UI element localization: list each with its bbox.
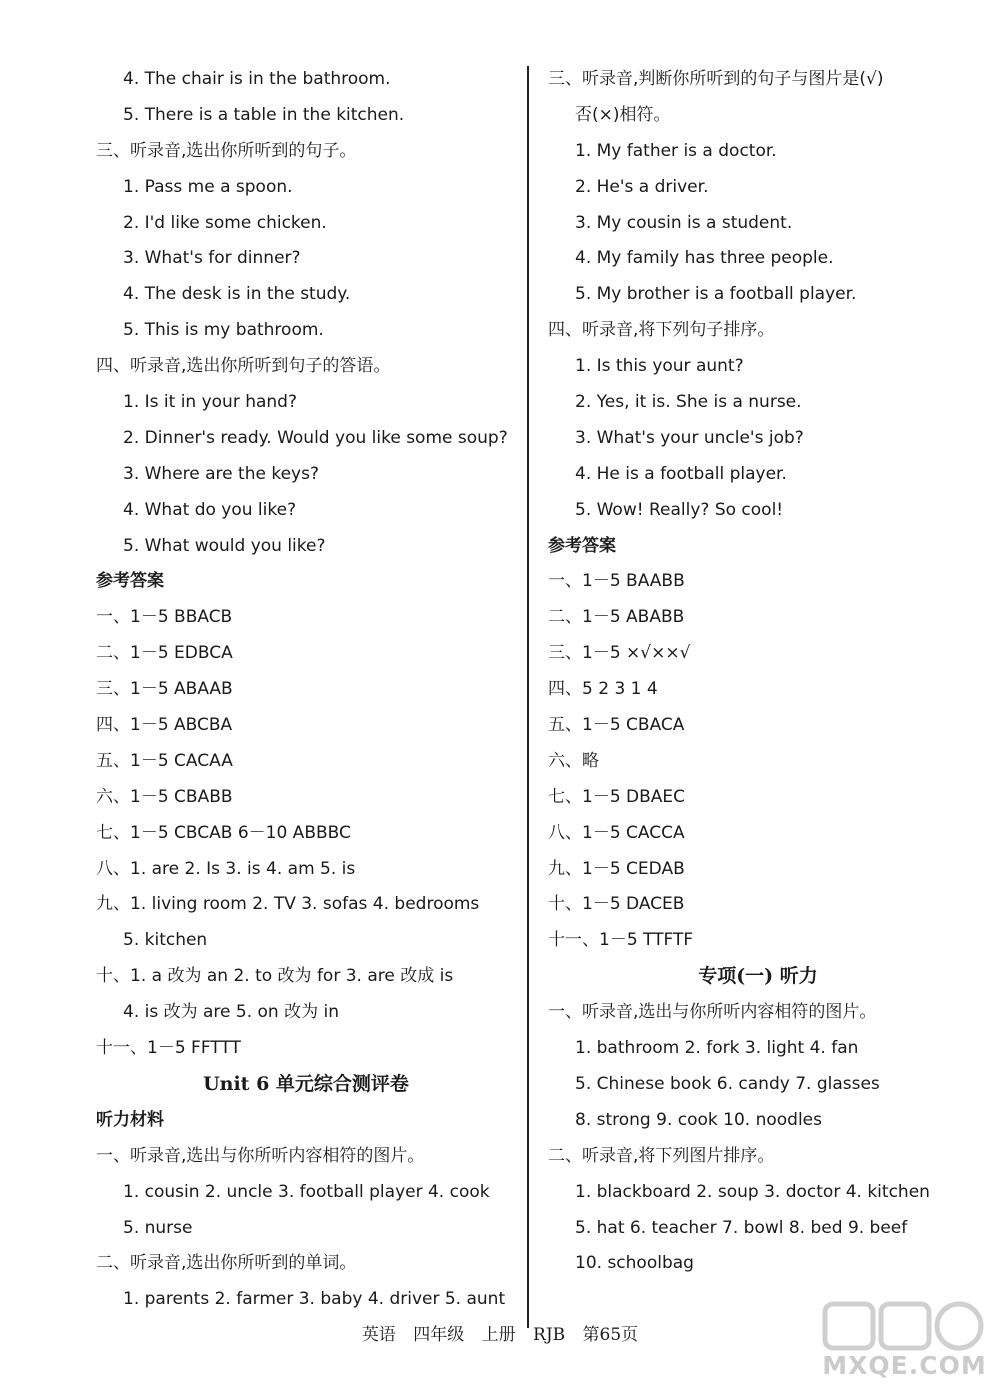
watermark-emblem-icon	[817, 1298, 992, 1353]
right-line: 否(×)相符。	[575, 104, 671, 125]
right-column	[548, 62, 968, 1282]
left-line: 3. What's for dinner?	[123, 248, 301, 269]
right-line: 3. What's your uncle's job?	[575, 427, 804, 448]
left-line: 十一、1－5 FFTTT	[96, 1038, 241, 1059]
right-line: 4. My family has three people.	[575, 248, 834, 269]
right-line: 4. He is a football player.	[575, 463, 787, 484]
left-heading: 听力材料	[96, 1109, 164, 1130]
watermark-logo	[817, 1298, 992, 1382]
left-line: 六、1－5 CBABB	[96, 786, 233, 807]
right-line: 1. blackboard 2. soup 3. doctor 4. kitchen	[575, 1181, 930, 1202]
right-line: 八、1－5 CACCA	[548, 822, 685, 843]
right-line: 5. Chinese book 6. candy 7. glasses	[575, 1073, 880, 1094]
footer-subject: 英语	[361, 1325, 396, 1345]
left-line: 七、1－5 CBCAB 6－10 ABBBC	[96, 822, 351, 843]
right-line: 十一、1－5 TTFTF	[548, 930, 694, 951]
right-line: 5. hat 6. teacher 7. bowl 8. bed 9. beef	[575, 1217, 908, 1238]
left-line: 5. What would you like?	[123, 535, 326, 556]
left-line: 1. parents 2. farmer 3. baby 4. driver 5. aunt	[123, 1289, 506, 1310]
right-line: 四、听录音,将下列句子排序。	[548, 320, 775, 341]
right-line: 四、5 2 3 1 4	[548, 679, 658, 700]
right-line: 5. My brother is a football player.	[575, 284, 857, 305]
left-line: 1. Pass me a spoon.	[123, 176, 293, 197]
left-line: 4. What do you like?	[123, 499, 297, 520]
left-line: 4. The chair is in the bathroom.	[123, 69, 391, 89]
right-line: 二、听录音,将下列图片排序。	[548, 1145, 775, 1166]
right-line: 3. My cousin is a student.	[575, 212, 793, 233]
right-line: 10. schoolbag	[575, 1253, 694, 1274]
footer-volume: 上册	[481, 1325, 516, 1345]
right-line: 一、1－5 BAABB	[548, 571, 685, 592]
left-line: 二、听录音,选出你所听到的单词。	[96, 1253, 357, 1274]
left-line: 5. There is a table in the kitchen.	[123, 104, 405, 125]
left-line: 1. cousin 2. uncle 3. football player 4. cook	[123, 1181, 490, 1202]
column-divider	[527, 66, 529, 1328]
left-line: 2. I'd like some chicken.	[123, 212, 327, 233]
right-line: 1. My father is a doctor.	[575, 140, 777, 161]
left-line: 2. Dinner's ready. Would you like some soup?	[123, 427, 508, 448]
left-heading: 参考答案	[96, 571, 164, 592]
left-line: 一、1－5 BBACB	[96, 607, 233, 628]
left-line: 三、1－5 ABAAB	[96, 679, 233, 700]
left-line: 三、听录音,选出你所听到的句子。	[96, 140, 357, 161]
right-section-title: 专项(一) 听力	[698, 965, 818, 988]
left-line: 1. Is it in your hand?	[123, 392, 298, 413]
right-line: 2. Yes, it is. She is a nurse.	[575, 392, 802, 413]
footer-grade: 四年级	[413, 1325, 465, 1345]
left-line: 5. nurse	[123, 1217, 193, 1238]
footer-edition: RJB	[533, 1325, 566, 1345]
left-line: 二、1－5 EDBCA	[96, 643, 233, 664]
right-line: 七、1－5 DBAEC	[548, 786, 686, 807]
right-line: 三、听录音,判断你所听到的句子与图片是(√)	[548, 69, 884, 89]
left-line: 九、1. living room 2. TV 3. sofas 4. bedrooms	[96, 894, 480, 915]
right-line: 2. He's a driver.	[575, 176, 709, 197]
right-line: 五、1－5 CBACA	[548, 715, 685, 736]
right-line: 1. Is this your aunt?	[575, 356, 744, 377]
right-line: 三、1－5 ×√××√	[548, 643, 691, 664]
left-line: 5. kitchen	[123, 930, 208, 951]
left-line: 5. This is my bathroom.	[123, 320, 324, 341]
right-line: 六、略	[548, 750, 599, 771]
left-line: 4. is 改为 are 5. on 改为 in	[123, 1002, 340, 1023]
left-line: 八、1. are 2. Is 3. is 4. am 5. is	[96, 858, 356, 879]
left-line: 一、听录音,选出与你所听内容相符的图片。	[96, 1145, 425, 1166]
right-line: 1. bathroom 2. fork 3. light 4. fan	[575, 1038, 859, 1059]
watermark-text: MXQE.COM	[822, 1351, 987, 1380]
right-line: 十、1－5 DACEB	[548, 894, 685, 915]
left-column	[96, 62, 516, 1318]
right-line: 一、听录音,选出与你所听内容相符的图片。	[548, 1002, 877, 1023]
left-line: 3. Where are the keys?	[123, 463, 319, 484]
right-heading: 参考答案	[548, 535, 616, 556]
left-line: 四、听录音,选出你所听到句子的答语。	[96, 356, 391, 377]
left-line: 五、1－5 CACAA	[96, 750, 233, 771]
left-line: 十、1. a 改为 an 2. to 改为 for 3. are 改成 is	[96, 966, 454, 987]
left-line: 四、1－5 ABCBA	[96, 715, 233, 736]
left-line: 4. The desk is in the study.	[123, 284, 351, 305]
right-line: 5. Wow! Really? So cool!	[575, 499, 784, 520]
right-line: 二、1－5 ABABB	[548, 607, 685, 628]
right-line: 九、1－5 CEDAB	[548, 858, 685, 879]
left-section-title: Unit 6 单元综合测评卷	[203, 1072, 409, 1095]
right-line: 8. strong 9. cook 10. noodles	[575, 1109, 822, 1130]
footer-page-number: 第65页	[582, 1325, 639, 1345]
